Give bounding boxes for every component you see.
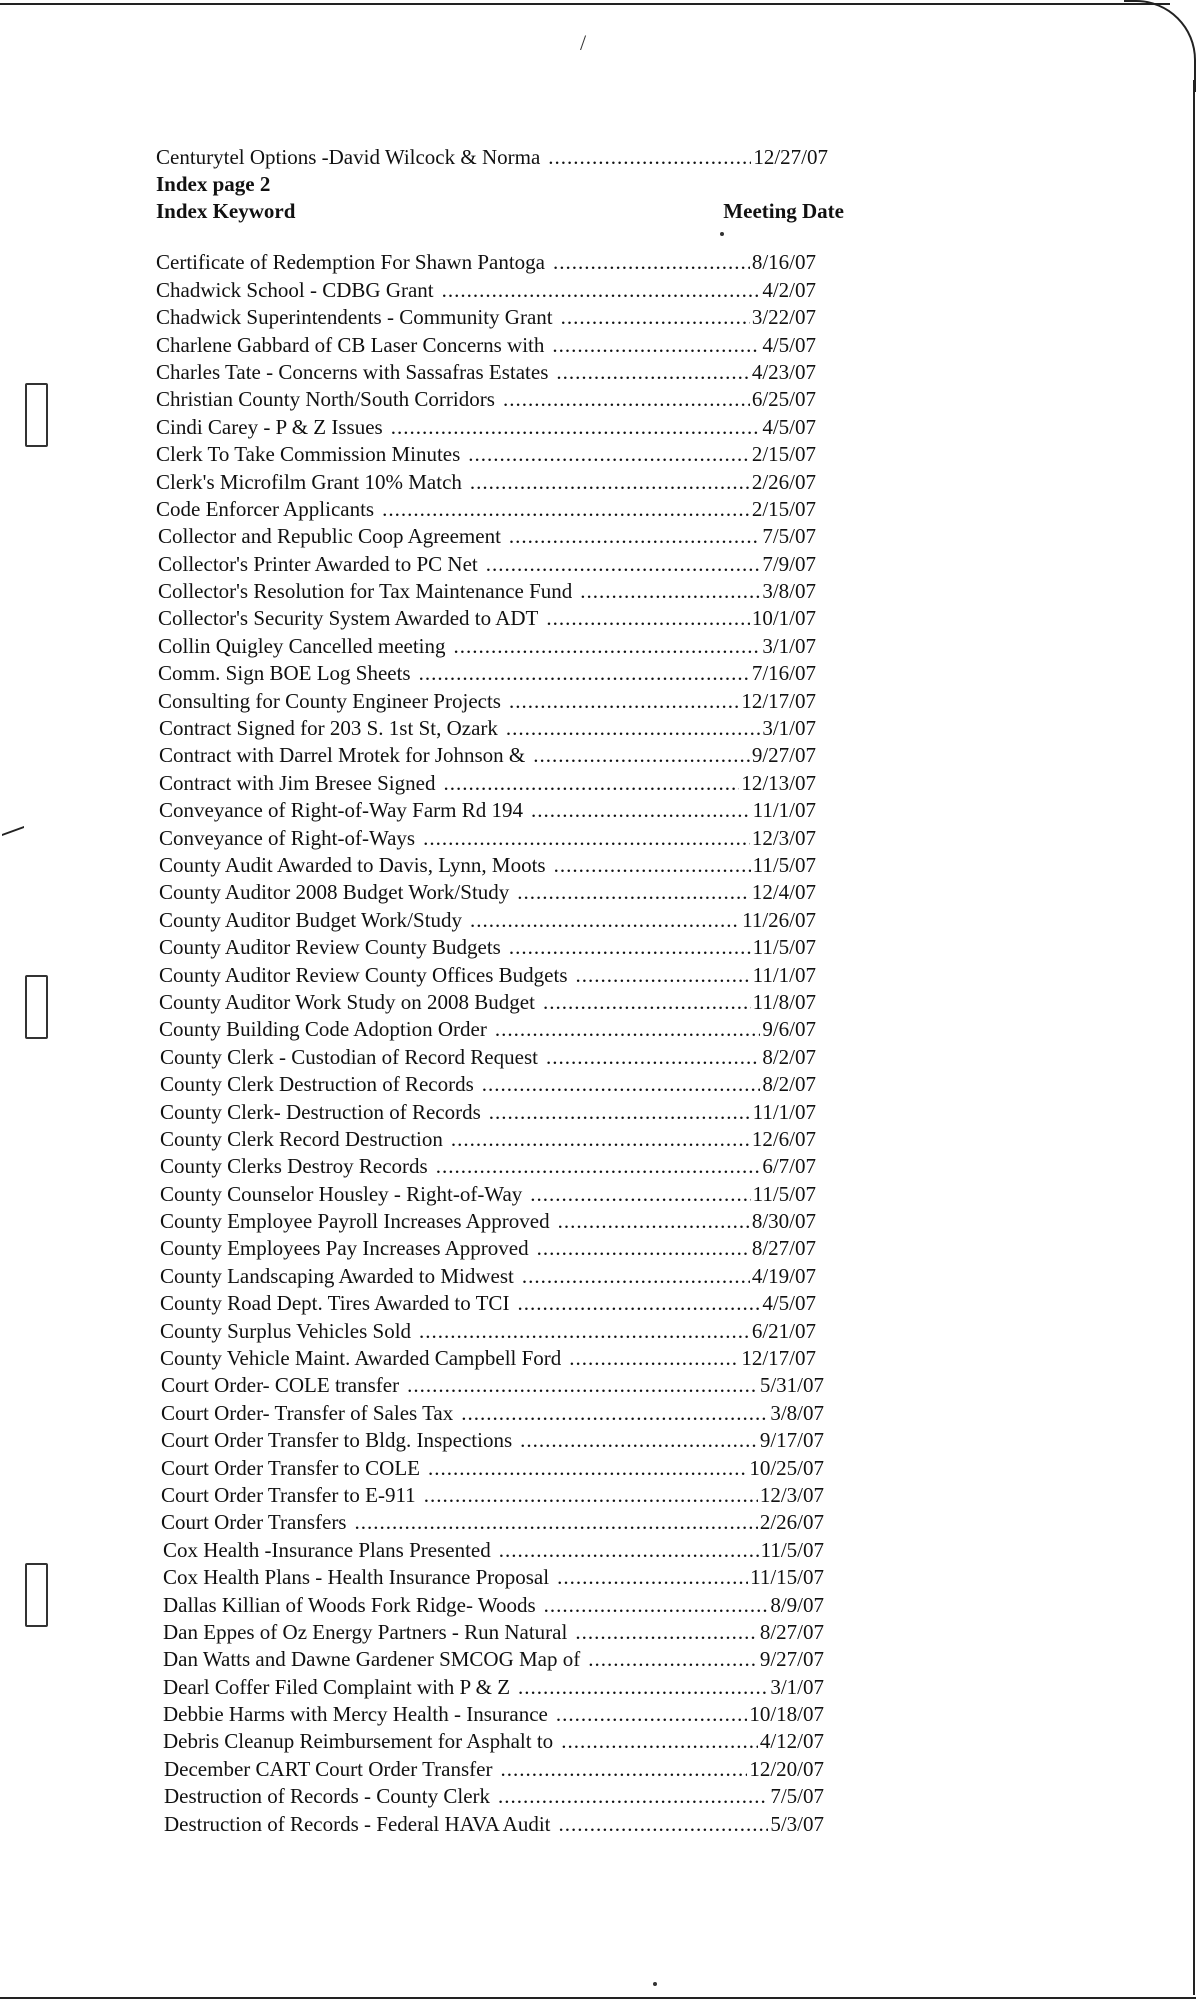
entry-date: 3/22/07 — [751, 305, 816, 330]
entry-keyword: County Auditor Review County Offices Budgets — [159, 962, 568, 987]
dot-leader — [495, 1016, 761, 1043]
entry-date: 5/31/07 — [759, 1373, 824, 1398]
index-entry — [163, 1728, 824, 1755]
index-document — [156, 144, 846, 1838]
index-entry — [160, 1044, 816, 1071]
dot-leader — [559, 1811, 769, 1838]
entry-keyword: Christian County North/South Corridors — [156, 387, 495, 412]
index-entry — [158, 578, 816, 605]
index-entry — [160, 1071, 816, 1098]
index-entry — [163, 1592, 824, 1619]
dot-leader — [500, 1756, 747, 1783]
index-entry — [158, 523, 816, 550]
index-entry — [159, 934, 816, 961]
dot-leader — [499, 1537, 759, 1564]
entry-keyword: Debbie Harms with Mercy Health - Insurance — [163, 1702, 548, 1727]
entry-date: 7/5/07 — [762, 524, 816, 549]
entry-date: 6/7/07 — [762, 1154, 816, 1179]
entry-keyword: Chadwick School - CDBG Grant — [156, 277, 434, 302]
index-entry — [164, 1811, 824, 1838]
entry-keyword: County Auditor Review County Budgets — [159, 935, 501, 960]
dot-leader — [436, 1153, 761, 1180]
entry-keyword: Court Order Transfer to E-911 — [161, 1482, 416, 1507]
entry-keyword: Cindi Carey - P & Z Issues — [156, 414, 383, 439]
entry-keyword: County Building Code Adoption Order — [159, 1017, 487, 1042]
entry-keyword: Centurytel Options -David Wilcock & Norma — [156, 145, 541, 169]
entry-date: 7/9/07 — [762, 551, 816, 576]
entry-keyword: Collector's Printer Awarded to PC Net — [158, 551, 478, 576]
entry-date: 4/5/07 — [762, 414, 816, 439]
entry-keyword: County Audit Awarded to Davis, Lynn, Moots — [159, 852, 546, 877]
index-entry — [160, 1290, 816, 1317]
entry-keyword: Court Order Transfer to COLE — [161, 1455, 420, 1480]
dot-leader — [509, 523, 760, 550]
dot-leader — [424, 1482, 758, 1509]
entry-keyword: December CART Court Order Transfer — [164, 1756, 493, 1781]
entry-keyword: Contract with Darrel Mrotek for Johnson & — [159, 743, 526, 768]
entry-date: 12/20/07 — [749, 1756, 824, 1781]
index-entry — [159, 715, 816, 742]
entry-keyword: Cox Health -Insurance Plans Presented — [163, 1537, 491, 1562]
entry-keyword: Comm. Sign BOE Log Sheets — [158, 661, 411, 686]
dot-leader — [354, 1509, 757, 1536]
index-entry — [158, 688, 816, 715]
dot-leader — [557, 1564, 748, 1591]
entry-date: 8/9/07 — [770, 1592, 824, 1617]
dot-leader — [546, 605, 749, 632]
entry-date: 8/30/07 — [751, 1209, 816, 1234]
dot-leader — [530, 1181, 750, 1208]
entry-date: 11/5/07 — [752, 935, 816, 960]
entry-keyword: Certificate of Redemption For Shawn Pantoga — [156, 250, 546, 275]
dot-leader — [531, 797, 751, 824]
entry-keyword: Dan Eppes of Oz Energy Partners - Run Natural — [163, 1619, 568, 1644]
entry-keyword: County Auditor 2008 Budget Work/Study — [159, 880, 510, 905]
entry-keyword: Cox Health Plans - Health Insurance Proposal — [163, 1565, 550, 1590]
entry-keyword: County Clerks Destroy Records — [160, 1154, 428, 1179]
dot-leader — [423, 825, 750, 852]
entry-date: 8/16/07 — [751, 250, 816, 275]
entry-keyword: Clerk To Take Commission Minutes — [156, 442, 461, 467]
dot-leader — [569, 1345, 739, 1372]
index-entry — [159, 1016, 816, 1043]
dot-leader — [428, 1455, 747, 1482]
index-entry — [156, 277, 816, 304]
entry-date: 4/12/07 — [759, 1729, 824, 1754]
entry-date: 3/8/07 — [762, 579, 816, 604]
dot-leader — [517, 1290, 760, 1317]
index-entry — [159, 962, 816, 989]
dot-leader — [419, 660, 750, 687]
dot-leader — [509, 934, 751, 961]
dot-leader — [454, 633, 761, 660]
entry-date: 7/16/07 — [751, 661, 816, 686]
dot-leader — [558, 1208, 750, 1235]
entry-date: 12/3/07 — [751, 825, 816, 850]
index-entry — [156, 414, 816, 441]
dot-leader — [580, 578, 760, 605]
entry-date: 5/3/07 — [770, 1811, 824, 1836]
entry-date: 2/26/07 — [751, 469, 816, 494]
entry-date: 12/17/07 — [741, 1346, 816, 1371]
dot-leader — [506, 715, 760, 742]
dot-leader — [554, 852, 751, 879]
entry-keyword: Collin Quigley Cancelled meeting — [158, 633, 446, 658]
entry-date: 2/15/07 — [751, 496, 816, 521]
dot-leader — [544, 1592, 769, 1619]
index-entry — [161, 1427, 824, 1454]
entry-date: 12/6/07 — [751, 1126, 816, 1151]
index-entry — [164, 1756, 824, 1783]
index-entry — [156, 441, 816, 468]
entry-keyword: County Clerk - Custodian of Record Request — [160, 1044, 538, 1069]
entry-keyword: Collector's Security System Awarded to ADT — [158, 606, 539, 631]
entry-keyword: Dan Watts and Dawne Gardener SMCOG Map of — [163, 1647, 581, 1672]
page-edge-right — [1193, 80, 1195, 1995]
index-entry — [158, 633, 816, 660]
entry-keyword: Chadwick Superintendents - Community Grant — [156, 305, 553, 330]
dot-leader — [548, 144, 751, 171]
index-entry — [160, 1181, 816, 1208]
entry-date: 3/8/07 — [770, 1400, 824, 1425]
entry-date: 11/8/07 — [752, 989, 816, 1014]
entry-keyword: County Auditor Budget Work/Study — [159, 907, 463, 932]
dot-leader — [561, 304, 750, 331]
dot-leader — [552, 332, 760, 359]
entry-keyword: Conveyance of Right-of-Way Farm Rd 194 — [159, 798, 523, 823]
dot-leader — [520, 1427, 758, 1454]
entry-keyword: County Counselor Housley - Right-of-Way — [160, 1181, 523, 1206]
punch-hole — [25, 1563, 48, 1627]
page-edge-bottom — [0, 1997, 1196, 1999]
stray-pen-mark: / — [580, 30, 587, 55]
index-entry — [163, 1701, 824, 1728]
entry-date: 12/13/07 — [741, 770, 816, 795]
entry-date: 3/1/07 — [762, 716, 816, 741]
index-entry — [161, 1509, 824, 1536]
entry-date: 9/6/07 — [762, 1017, 816, 1042]
index-entry — [158, 551, 816, 578]
dot-leader — [522, 1263, 750, 1290]
entry-date: 4/5/07 — [762, 332, 816, 357]
entry-date: 10/25/07 — [749, 1455, 824, 1480]
index-entry — [164, 1783, 824, 1810]
index-entry — [159, 742, 816, 769]
dot-leader — [382, 496, 750, 523]
entry-keyword: Dallas Killian of Woods Fork Ridge- Woods — [163, 1592, 536, 1617]
dot-leader — [419, 1318, 750, 1345]
entry-date: 4/23/07 — [751, 359, 816, 384]
index-entry — [160, 1345, 816, 1372]
index-entry — [158, 605, 816, 632]
entry-date: 4/19/07 — [751, 1263, 816, 1288]
entry-date: 8/27/07 — [759, 1619, 824, 1644]
column-header-keyword: Index Keyword — [156, 199, 296, 224]
entry-keyword: Dearl Coffer Filed Complaint with P & Z — [163, 1674, 511, 1699]
entry-date: 11/15/07 — [750, 1565, 824, 1590]
dot-leader — [451, 1126, 750, 1153]
entry-date: 11/5/07 — [752, 852, 816, 877]
dot-leader — [553, 249, 750, 276]
index-entry — [158, 660, 816, 687]
entry-keyword: Collector's Resolution for Tax Maintenance Fund — [158, 579, 573, 604]
entry-keyword: Court Order Transfers — [161, 1510, 347, 1535]
entry-keyword: Consulting for County Engineer Projects — [158, 688, 501, 713]
index-entry — [161, 1455, 824, 1482]
entry-keyword: County Surplus Vehicles Sold — [160, 1318, 412, 1343]
index-entry — [156, 249, 816, 276]
entry-keyword: County Road Dept. Tires Awarded to TCI — [160, 1291, 510, 1316]
entry-keyword: County Vehicle Maint. Awarded Campbell Ford — [160, 1346, 562, 1371]
entry-date: 8/27/07 — [751, 1236, 816, 1261]
index-entry — [159, 907, 816, 934]
dot-leader — [443, 770, 739, 797]
index-entry — [163, 1619, 824, 1646]
dot-leader — [575, 1619, 757, 1646]
index-entry — [156, 469, 816, 496]
index-entry — [159, 825, 816, 852]
entry-keyword: Charlene Gabbard of CB Laser Concerns with — [156, 332, 545, 357]
dot-leader — [546, 1044, 760, 1071]
dot-leader — [503, 386, 750, 413]
entry-keyword: County Landscaping Awarded to Midwest — [160, 1263, 514, 1288]
entry-keyword: Collector and Republic Coop Agreement — [158, 524, 501, 549]
dot-leader — [537, 1235, 750, 1262]
entry-keyword: County Clerk Record Destruction — [160, 1126, 443, 1151]
index-entry — [160, 1318, 816, 1345]
entry-date: 8/2/07 — [762, 1044, 816, 1069]
entry-date: 11/1/07 — [752, 798, 816, 823]
punch-hole — [25, 383, 48, 447]
entry-date: 9/27/07 — [759, 1647, 824, 1672]
page-edge-top — [0, 3, 1170, 5]
index-entry — [159, 879, 816, 906]
entry-keyword: County Employee Payroll Increases Approved — [160, 1209, 550, 1234]
entry-keyword: Debris Cleanup Reimbursement for Asphalt to — [163, 1729, 554, 1754]
index-entry — [163, 1646, 824, 1673]
index-entry — [163, 1674, 824, 1701]
entry-date: 10/1/07 — [751, 606, 816, 631]
index-entry — [159, 989, 816, 1016]
entry-keyword: County Auditor Work Study on 2008 Budget — [159, 989, 535, 1014]
index-entry — [156, 386, 816, 413]
index-entry — [161, 1400, 824, 1427]
page-corner — [1124, 0, 1196, 92]
column-header-date: Meeting Date — [723, 199, 844, 224]
index-entry — [160, 1153, 816, 1180]
dot-leader — [468, 441, 750, 468]
index-entries — [156, 249, 846, 1838]
entry-keyword: Charles Tate - Concerns with Sassafras Estates — [156, 359, 549, 384]
entry-date: 11/1/07 — [752, 962, 816, 987]
index-entry — [160, 1099, 816, 1126]
entry-date: 2/26/07 — [759, 1510, 824, 1535]
entry-keyword: Code Enforcer Applicants — [156, 496, 375, 521]
entry-date: 12/17/07 — [741, 688, 816, 713]
entry-date: 2/15/07 — [751, 442, 816, 467]
index-entry — [160, 1208, 816, 1235]
index-entry — [159, 852, 816, 879]
entry-keyword: Court Order- COLE transfer — [161, 1373, 400, 1398]
dot-leader — [533, 742, 750, 769]
dot-leader — [556, 1701, 747, 1728]
entry-keyword: Court Order- Transfer of Sales Tax — [161, 1400, 454, 1425]
index-entry — [160, 1263, 816, 1290]
entry-date: 12/27/07 — [753, 145, 828, 169]
page-title: Index page 2 — [156, 172, 271, 197]
index-entry — [160, 1235, 816, 1262]
entry-date: 3/1/07 — [770, 1674, 824, 1699]
index-entry — [161, 1372, 824, 1399]
entry-date: 11/5/07 — [760, 1537, 824, 1562]
index-entry — [159, 797, 816, 824]
entry-date: 10/18/07 — [749, 1702, 824, 1727]
dot-leader — [482, 1071, 761, 1098]
index-entry — [156, 359, 816, 386]
entry-keyword: Destruction of Records - County Clerk — [164, 1784, 491, 1809]
entry-date: 11/26/07 — [742, 907, 816, 932]
index-entry — [163, 1537, 824, 1564]
dot-leader — [489, 1099, 751, 1126]
index-entry — [156, 332, 816, 359]
dot-leader — [561, 1728, 758, 1755]
dot-leader — [556, 359, 749, 386]
entry-date: 6/21/07 — [751, 1318, 816, 1343]
dot-leader — [391, 414, 761, 441]
index-entry — [159, 770, 816, 797]
entry-keyword: County Clerk Destruction of Records — [160, 1072, 474, 1097]
entry-keyword: Court Order Transfer to Bldg. Inspections — [161, 1428, 513, 1453]
entry-date: 12/3/07 — [759, 1482, 824, 1507]
entry-keyword: Destruction of Records - Federal HAVA Audit — [164, 1811, 551, 1836]
dot-leader — [461, 1400, 768, 1427]
index-entry — [156, 304, 816, 331]
dot-leader — [509, 688, 739, 715]
entry-keyword: Clerk's Microfilm Grant 10% Match — [156, 469, 462, 494]
entry-date: 9/27/07 — [751, 743, 816, 768]
entry-date: 6/25/07 — [751, 387, 816, 412]
dot-leader — [470, 469, 750, 496]
entry-date: 8/2/07 — [762, 1072, 816, 1097]
entry-date: 4/5/07 — [762, 1291, 816, 1316]
side-tick-mark — [2, 814, 24, 836]
entry-date: 9/17/07 — [759, 1428, 824, 1453]
entry-keyword: Contract Signed for 203 S. 1st St, Ozark — [159, 716, 498, 741]
entry-date: 7/5/07 — [770, 1784, 824, 1809]
index-entry — [160, 1126, 816, 1153]
entry-date: 11/1/07 — [752, 1099, 816, 1124]
dot-leader — [517, 879, 750, 906]
entry-keyword: Conveyance of Right-of-Ways — [159, 825, 416, 850]
index-entry — [163, 1564, 824, 1591]
dot-leader — [407, 1372, 758, 1399]
punch-hole — [25, 975, 48, 1039]
index-entry — [161, 1482, 824, 1509]
dot-leader — [518, 1674, 768, 1701]
entry-keyword: County Clerk- Destruction of Records — [160, 1099, 481, 1124]
entry-date: 4/2/07 — [762, 277, 816, 302]
dot-leader — [470, 907, 740, 934]
index-entry — [156, 496, 816, 523]
top-entry — [156, 144, 828, 171]
entry-date: 11/5/07 — [752, 1181, 816, 1206]
column-headers — [156, 198, 844, 225]
dot-leader — [543, 989, 751, 1016]
entry-date: 12/4/07 — [751, 880, 816, 905]
entry-keyword: Contract with Jim Bresee Signed — [159, 770, 436, 795]
entry-date: 3/1/07 — [762, 633, 816, 658]
dot-leader — [576, 962, 751, 989]
dot-leader — [486, 551, 761, 578]
dot-leader — [588, 1646, 758, 1673]
dot-leader — [442, 277, 761, 304]
entry-keyword: County Employees Pay Increases Approved — [160, 1236, 529, 1261]
dot-mark — [653, 1982, 657, 1986]
dot-leader — [498, 1783, 768, 1810]
